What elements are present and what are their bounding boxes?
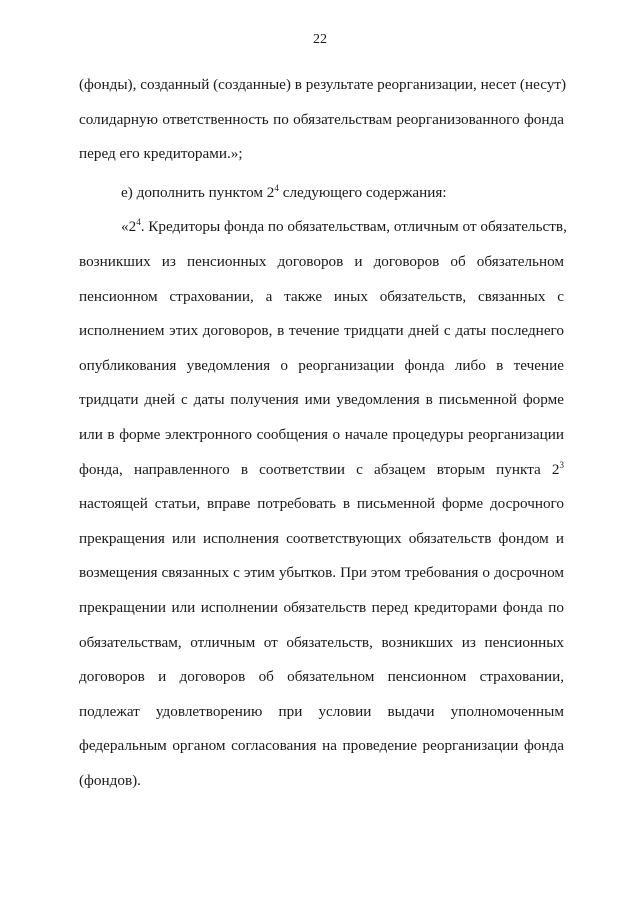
superscript: 4 [136, 217, 141, 228]
text-line: (фондов). [79, 771, 141, 789]
text-line: прекращении или исполнении обязательств перед кредиторами фонда по [79, 598, 564, 616]
text-line [79, 453, 564, 488]
text-line: подлежат удовлетворению при условии выдачи уполномоченным [79, 702, 564, 720]
document-body [79, 68, 567, 798]
text-span: следующего содержания: [278, 183, 447, 201]
text-line: исполнением этих договоров, в течение тридцати дней с даты последнего [79, 322, 564, 340]
text-span: е) дополнить пунктом 2 [121, 183, 275, 201]
text-line: тридцати дней с даты получения ими уведомления в письменной форме [79, 391, 564, 409]
paragraph-creditors [79, 210, 567, 798]
text-line: возникших из пенсионных договоров и договоров об обязательном [79, 252, 564, 270]
superscript: 3 [559, 459, 564, 470]
text-line: обязательствам, отличным от обязательств, возникших из пенсионных [79, 633, 564, 651]
paragraph-fund-liability [79, 68, 567, 172]
text-span: . Кредиторы фонда по обязательствам, отличным от обязательств, [140, 218, 567, 236]
page-number: 22 [313, 32, 327, 47]
superscript: 4 [274, 182, 279, 193]
text-line: солидарную ответственность по обязательствам реорганизованного фонда [79, 110, 564, 128]
text-line [79, 176, 564, 211]
text-line: пенсионном страховании, а также иных обязательств, связанных с [79, 287, 564, 305]
text-line: договоров и договоров об обязательном пенсионном страховании, [79, 668, 564, 686]
text-line: перед его кредиторами.»; [79, 145, 243, 163]
text-line: настоящей статьи, вправе потребовать в письменной форме досрочного [79, 495, 564, 513]
text-line: или в форме электронного сообщения о начале процедуры реорганизации [79, 425, 564, 443]
text-span: фонда, направленного в соответствии с абзацем вторым пункта 2 [79, 460, 560, 478]
text-span: «2 [121, 218, 137, 236]
text-line: прекращения или исполнения соответствующих обязательств фондом и [79, 529, 564, 547]
paragraph-amendment-intro [79, 176, 564, 211]
text-line: возмещения связанных с этим убытков. При этом требования о досрочном [79, 564, 564, 582]
text-line: федеральным органом согласования на проведение реорганизации фонда [79, 737, 564, 755]
text-line: опубликования уведомления о реорганизации фонда либо в течение [79, 356, 564, 374]
text-line: (фонды), созданный (созданные) в результате реорганизации, несет (несут) [79, 76, 567, 93]
text-line [79, 210, 567, 245]
